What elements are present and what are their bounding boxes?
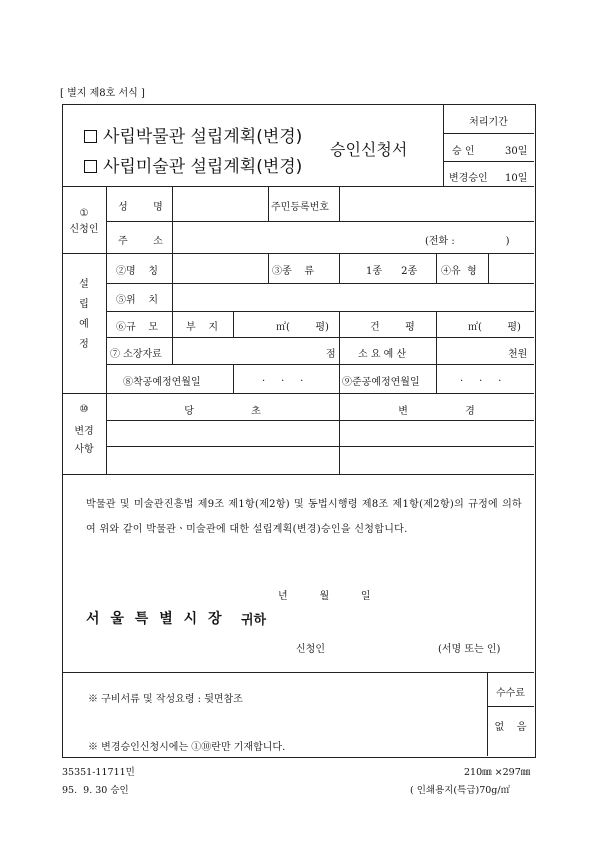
fee-value: 없 음: [494, 722, 527, 733]
checkbox-icon[interactable]: [84, 160, 97, 173]
start-date-dots: . . .: [262, 373, 304, 384]
after-header: 변 경: [398, 406, 475, 417]
addressee-suffix: 귀하: [241, 613, 267, 628]
changes-section-no: ⑩: [79, 404, 89, 415]
title-line-museum: [84, 122, 302, 147]
changes-section-label: 변경 사항: [74, 426, 94, 455]
approval-days: 30일: [505, 146, 528, 157]
approval-label: 승 인: [452, 146, 475, 157]
form-type-label: ④유 형: [441, 266, 477, 277]
address-label: 주 소: [118, 236, 163, 247]
type-label: ③종 류: [272, 266, 315, 277]
title-right: 승인신청서: [330, 140, 408, 159]
location-label: ⑤위 치: [116, 295, 159, 306]
body-text: 박물관 및 미술관진흥법 제9조 제1항(제2항) 및 동법시행령 제8조 제1항(제2항)의 규정에 의하여 위와 같이 박물관ㆍ미술관에 대한 설립계획(변경)승인을 신청합니다.: [86, 499, 522, 535]
site-label: 부 지: [186, 322, 219, 333]
footer-date: 95. 9. 30 승인: [62, 785, 129, 796]
date-line: 년 월 일: [278, 591, 371, 602]
change-days: 10일: [505, 173, 528, 184]
checkbox-icon[interactable]: [84, 130, 97, 143]
establish-name-label: ②명 칭: [116, 266, 159, 277]
finish-date-label: ⑨준공예정연월일: [342, 377, 420, 388]
processing-header: 처리기간: [469, 117, 508, 128]
applicant-section-label: ① 신청인: [69, 208, 99, 235]
establish-section-label: 설 립 예 정: [79, 279, 89, 350]
site-unit: ㎡( 평): [276, 322, 329, 333]
title-art-text: 사립미술관 설립계획(변경): [103, 157, 303, 177]
change-label: 변경승인: [449, 173, 488, 184]
docs-note: ※ 구비서류 및 작성요령 : 뒷면참조: [88, 694, 243, 705]
footer-paper: ( 인쇄용지(특급)70g/㎡: [410, 785, 511, 796]
footer-size: 210㎜ ×297㎜: [464, 767, 531, 778]
collection-unit: 점: [326, 349, 336, 360]
title-line-art: [84, 152, 302, 177]
fee-label: 수수료: [496, 688, 525, 699]
resident-no-label: 주민등록번호: [271, 202, 329, 213]
budget-label: 소 요 예 산: [358, 349, 407, 360]
sign-note: (서명 또는 인): [438, 644, 501, 655]
addressee: 서 울 특 별 시 장: [86, 611, 225, 627]
applicant-sign-label: 신청인: [296, 644, 325, 655]
finish-date-dots: . . .: [460, 373, 502, 384]
footer-code: 35351-11711민: [62, 767, 135, 778]
name-label: 성 명: [118, 202, 163, 213]
start-date-label: ⑧착공예정연월일: [123, 377, 201, 388]
scale-label: ⑥규 모: [116, 322, 159, 333]
type-options: 1종 2종: [366, 266, 418, 277]
building-label: 건 평: [370, 322, 415, 333]
phone-field: (전화 : ): [425, 236, 510, 247]
budget-unit: 천원: [508, 349, 528, 360]
building-unit: ㎡( 평): [468, 322, 521, 333]
change-note: ※ 변경승인신청시에는 ①⑩란만 기재합니다.: [88, 742, 286, 753]
form-label: [ 별지 제8호 서식 ]: [60, 88, 145, 99]
before-header: 당 초: [184, 406, 261, 417]
title-museum-text: 사립박물관 설립계획(변경): [103, 127, 303, 147]
collection-label: ⑦ 소장자료: [110, 349, 162, 360]
